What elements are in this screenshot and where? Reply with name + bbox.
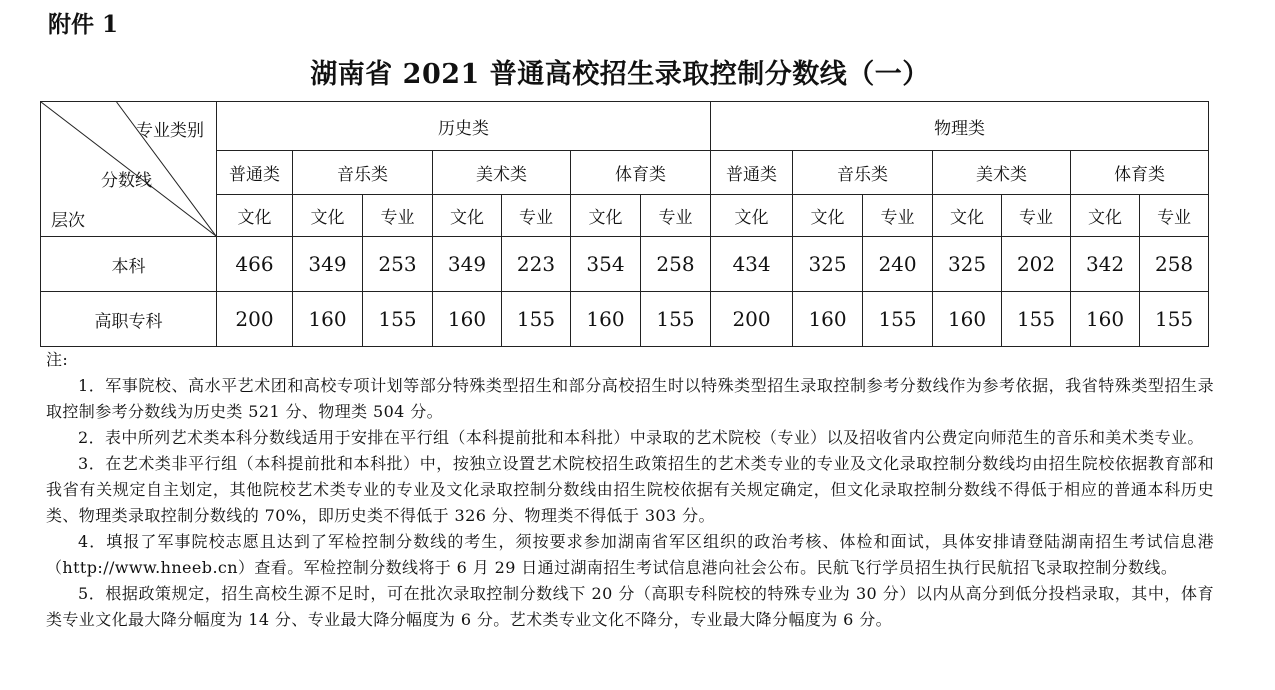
note-item: 5．根据政策规定，招生高校生源不足时，可在批次录取控制分数线下 20 分（高职专科院校的特殊专业为 30 分）以内从高分到低分投档录取，其中，体育类专业文化最大降分幅度为 14 分、专业最大降分幅度为 6 分。艺术类专业文化不降分，专业最大降分幅度为 6 分。 — [46, 584, 1214, 629]
score-cell: 155 — [641, 292, 711, 347]
score-cell: 200 — [217, 292, 293, 347]
column-header: 专业 — [363, 195, 433, 237]
score-cell: 342 — [1071, 237, 1140, 292]
attachment-label: 附件 1 — [48, 11, 119, 38]
score-cell: 354 — [571, 237, 641, 292]
score-cell: 160 — [293, 292, 363, 347]
note-item: 1．军事院校、高水平艺术团和高校专项计划等部分特殊类型招生和部分高校招生时以特殊类型招生录取控制参考分数线作为参考依据，我省特殊类型招生录取控制参考分数线为历史类 521 分、物理类 504 分。 — [46, 376, 1214, 421]
score-cell: 258 — [641, 237, 711, 292]
subgroup-header: 普通类 — [711, 151, 793, 195]
table-corner-header — [41, 102, 217, 237]
page-title: 湖南省 2021 普通高校招生录取控制分数线（一） — [310, 59, 930, 90]
subgroup-header: 音乐类 — [793, 151, 933, 195]
column-header: 专业 — [502, 195, 571, 237]
score-cell: 349 — [293, 237, 363, 292]
column-header: 文化 — [217, 195, 293, 237]
score-cell: 160 — [433, 292, 502, 347]
row-label: 高职专科 — [41, 292, 217, 347]
score-cell: 253 — [363, 237, 433, 292]
score-cell: 160 — [1071, 292, 1140, 347]
score-cell: 155 — [363, 292, 433, 347]
score-cell: 200 — [711, 292, 793, 347]
group-header-physics: 物理类 — [711, 102, 1209, 151]
column-header: 文化 — [293, 195, 363, 237]
subgroup-header: 普通类 — [217, 151, 293, 195]
column-header: 专业 — [1002, 195, 1071, 237]
column-header: 专业 — [863, 195, 933, 237]
score-cell: 155 — [863, 292, 933, 347]
score-cell: 349 — [433, 237, 502, 292]
column-header: 专业 — [641, 195, 711, 237]
column-header: 文化 — [433, 195, 502, 237]
column-header: 文化 — [571, 195, 641, 237]
subgroup-header: 音乐类 — [293, 151, 433, 195]
column-header: 文化 — [1071, 195, 1140, 237]
score-table — [40, 101, 1209, 347]
score-cell: 202 — [1002, 237, 1071, 292]
score-cell: 325 — [793, 237, 863, 292]
group-header-history: 历史类 — [217, 102, 711, 151]
score-cell: 160 — [793, 292, 863, 347]
note-item: 4．填报了军事院校志愿且达到了军检控制分数线的考生，须按要求参加湖南省军区组织的政治考核、体检和面试，具体安排请登陆湖南招生考试信息港（http://www.hneeb.cn）查看。军检控制分数线将于 6 月 29 日通过湖南招生考试信息港向社会公布。民航飞行学员招生执行民航招飞录取控制分数线。 — [46, 532, 1214, 577]
subgroup-header: 美术类 — [933, 151, 1071, 195]
note-item: 3．在艺术类非平行组（本科提前批和本科批）中，按独立设置艺术院校招生政策招生的艺术类专业的专业及文化录取控制分数线均由招生院校依据教育部和我省有关规定自主划定，其他院校艺术类专业的专业及文化录取控制分数线由招生院校依据有关规定确定，但文化录取控制分数线不得低于相应的普通本科历史类、物理类录取控制分数线的 70%，即历史类不得低于 326 分、物理类不得低于 303 分。 — [46, 454, 1214, 525]
notes-section — [46, 347, 1214, 633]
score-cell: 240 — [863, 237, 933, 292]
notes-heading: 注: — [46, 350, 69, 369]
subgroup-header: 体育类 — [571, 151, 711, 195]
column-header: 专业 — [1140, 195, 1209, 237]
corner-score-label: 分数线 — [101, 171, 152, 191]
score-cell: 155 — [1140, 292, 1209, 347]
score-cell: 466 — [217, 237, 293, 292]
corner-level-label: 层次 — [51, 211, 85, 231]
subgroup-header: 体育类 — [1071, 151, 1209, 195]
subgroup-header: 美术类 — [433, 151, 571, 195]
row-label: 本科 — [41, 237, 217, 292]
score-cell: 155 — [502, 292, 571, 347]
corner-category-label: 专业类别 — [136, 121, 204, 141]
column-header: 文化 — [793, 195, 863, 237]
score-cell: 160 — [933, 292, 1002, 347]
score-cell: 434 — [711, 237, 793, 292]
score-cell: 160 — [571, 292, 641, 347]
score-cell: 155 — [1002, 292, 1071, 347]
column-header: 文化 — [933, 195, 1002, 237]
score-cell: 258 — [1140, 237, 1209, 292]
score-cell: 325 — [933, 237, 1002, 292]
note-item: 2．表中所列艺术类本科分数线适用于安排在平行组（本科提前批和本科批）中录取的艺术院校（专业）以及招收省内公费定向师范生的音乐和美术类专业。 — [78, 428, 1204, 447]
score-cell: 223 — [502, 237, 571, 292]
column-header: 文化 — [711, 195, 793, 237]
